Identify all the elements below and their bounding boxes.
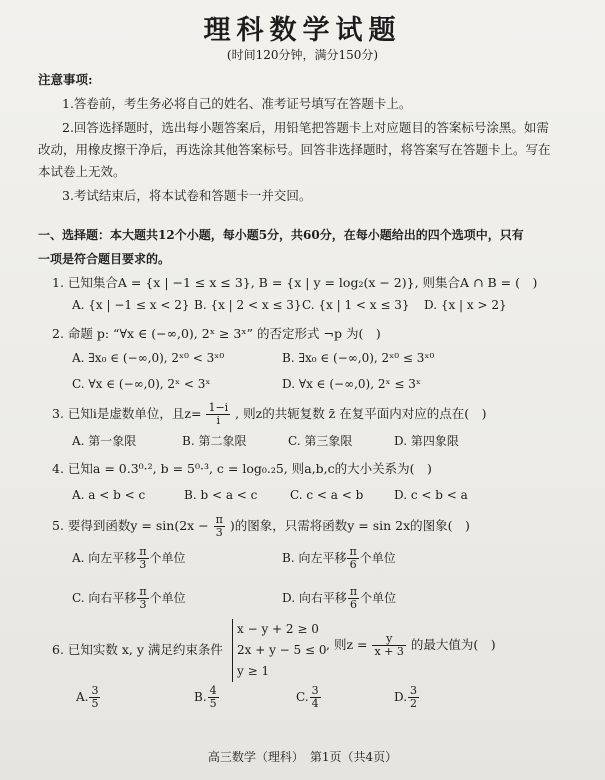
question-5-option-b: [282, 546, 396, 571]
question-6-fraction: [372, 633, 405, 658]
section-heading: 一、选择题：本大题共12个小题，每小题5分，共60分，在每小题给出的四个选项中，只有: [38, 228, 524, 242]
option-text: 个单位: [360, 591, 397, 605]
section-heading-cont: 一项是符合题目要求的。: [38, 252, 171, 266]
option-label: D.: [394, 690, 408, 704]
constraint-line: x − y + 2 ≥ 0: [237, 622, 319, 636]
fraction-denominator: 5: [209, 697, 217, 710]
question-2-stem: 2. 命题 p: “∀x ∈ (−∞,0), 2ˣ ≥ 3ˣ” 的否定形式 ¬p 为( ): [52, 326, 381, 341]
fraction-numerator: 3: [410, 684, 418, 697]
question-3-stem-start: 3. 已知i是虚数单位，且z=: [52, 406, 202, 421]
fraction-numerator: 3: [311, 684, 319, 697]
fraction-numerator: π: [215, 513, 223, 526]
question-4-option-a: A. a < b < c: [72, 488, 146, 502]
page-footer: 高三数学（理科） 第1页（共4页）: [207, 750, 398, 764]
question-4-option-c: C. c < a < b: [290, 488, 364, 502]
question-5-fraction: [214, 514, 225, 539]
fraction-denominator: 4: [311, 697, 319, 710]
fraction-denominator: 3: [215, 526, 223, 539]
notice-line: 改动，用橡皮擦干净后，再选涂其他答案标号。回答非选择题时，将答案写在答题卡上。写在: [38, 142, 551, 157]
option-text: 个单位: [149, 591, 186, 605]
question-2-option-b: B. ∃x₀ ∈ (−∞,0), 2ˣ⁰ ≤ 3ˣ⁰: [282, 351, 435, 365]
question-4-option-d: D. c < b < a: [394, 488, 468, 502]
constraint-line: 2x + y − 5 ≤ 0: [237, 643, 327, 657]
fraction-denominator: i: [216, 414, 221, 427]
constraint-line: y ≥ 1: [237, 664, 270, 678]
question-6-stem-end: [326, 633, 496, 658]
option-fraction: [89, 685, 100, 710]
question-3-option-c: C. 第三象限: [288, 434, 353, 448]
question-3-fraction: [206, 402, 230, 427]
fraction-numerator: π: [349, 585, 358, 598]
option-text: D. 向右平移: [282, 591, 347, 605]
fraction-numerator: y: [372, 633, 405, 646]
page-subtitle: (时间120分钟，满分150分): [226, 48, 379, 62]
question-4-stem: 4. 已知a = 0.3⁰·², b = 5⁰·³, c = log₀.₂5, 则a,b,c的大小关系为( ): [52, 461, 432, 476]
question-1-stem: 1. 已知集合A = {x | −1 ≤ x ≤ 3}, B = {x | y = log₂(x − 2)}, 则集合A ∩ B = ( ): [52, 275, 538, 290]
question-6-ask: 的最大值为( ): [410, 637, 496, 652]
fraction-numerator: π: [139, 545, 147, 558]
option-fraction: [310, 685, 321, 710]
question-1-option-a: A. {x | −1 ≤ x < 2}: [72, 298, 190, 312]
question-5-stem-start: 5. 要得到函数y = sin(2x −: [52, 518, 209, 533]
question-6-objective: , 则z =: [326, 637, 368, 652]
question-3-option-a: A. 第一象限: [72, 434, 137, 448]
option-fraction: [137, 586, 148, 611]
question-6-option-c: [296, 685, 322, 710]
option-text: 个单位: [149, 551, 186, 565]
option-fraction: [348, 586, 359, 611]
option-text: B. 向左平移: [282, 551, 347, 565]
question-6-option-b: [194, 685, 220, 710]
question-2-option-a: A. ∃x₀ ∈ (−∞,0), 2ˣ⁰ < 3ˣ⁰: [72, 351, 225, 365]
fraction-numerator: π: [139, 585, 147, 598]
question-1-option-b: B. {x | 2 < x ≤ 3}: [194, 298, 302, 312]
question-5-stem-end: )的图象，只需将函数y = sin 2x的图象( ): [229, 518, 470, 533]
option-fraction: [137, 546, 148, 571]
question-5-option-d: [282, 586, 396, 611]
fraction-denominator: 6: [349, 558, 357, 571]
question-1-option-c: C. {x | 1 < x ≤ 3}: [302, 298, 410, 312]
notice-heading: 注意事项:: [38, 72, 93, 87]
fraction-denominator: 6: [349, 598, 357, 611]
question-6-option-a: [76, 685, 101, 710]
question-3-stem: [52, 402, 487, 427]
question-1-option-d: D. {x | x > 2}: [424, 298, 507, 312]
fraction-denominator: 3: [139, 558, 147, 571]
question-3-option-d: D. 第四象限: [394, 434, 459, 448]
fraction-numerator: 4: [209, 684, 217, 697]
question-6-stem-start: 6. 已知实数 x, y 满足约束条件: [52, 642, 223, 657]
question-5-stem: [52, 514, 470, 539]
question-5-option-c: [72, 586, 186, 611]
question-3-stem-end: , 则z的共轭复数 z̄ 在复平面内对应的点在( ): [235, 406, 487, 421]
option-label: A.: [76, 690, 89, 704]
constraint-system: [232, 619, 327, 682]
option-fraction: [408, 685, 419, 710]
question-2-option-c: C. ∀x ∈ (−∞,0), 2ˣ < 3ˣ: [72, 377, 211, 391]
notice-line: 3.考试结束后，将本试卷和答题卡一并交回。: [62, 188, 312, 203]
fraction-denominator: 3: [139, 598, 147, 611]
option-label: C.: [296, 690, 309, 704]
question-6-option-d: [394, 685, 420, 710]
fraction-numerator: 1−i: [208, 401, 229, 414]
fraction-numerator: π: [349, 545, 357, 558]
question-3-option-b: B. 第二象限: [182, 434, 247, 448]
fraction-denominator: 2: [410, 697, 418, 710]
question-4-option-b: B. b < a < c: [184, 488, 258, 502]
notice-line: 2.回答选择题时，选出每小题答案后，用铅笔把答题卡上对应题目的答案标号涂黑。如需: [62, 120, 549, 135]
fraction-denominator: x + 3: [374, 645, 404, 658]
option-fraction: [347, 546, 358, 571]
option-text: A. 向左平移: [72, 551, 137, 565]
option-text: 个单位: [359, 551, 396, 565]
question-5-option-a: [72, 546, 186, 571]
page-title: 理科数学试题: [203, 15, 402, 46]
notice-line: 1.答卷前，考生务必将自己的姓名、准考证号填写在答题卡上。: [62, 96, 412, 111]
fraction-numerator: 3: [91, 684, 99, 697]
option-label: B.: [194, 690, 207, 704]
option-fraction: [208, 685, 219, 710]
question-2-option-d: D. ∀x ∈ (−∞,0), 2ˣ ≤ 3ˣ: [282, 377, 421, 391]
notice-line: 本试卷上无效。: [38, 164, 126, 179]
fraction-denominator: 5: [91, 697, 99, 710]
option-text: C. 向右平移: [72, 591, 137, 605]
